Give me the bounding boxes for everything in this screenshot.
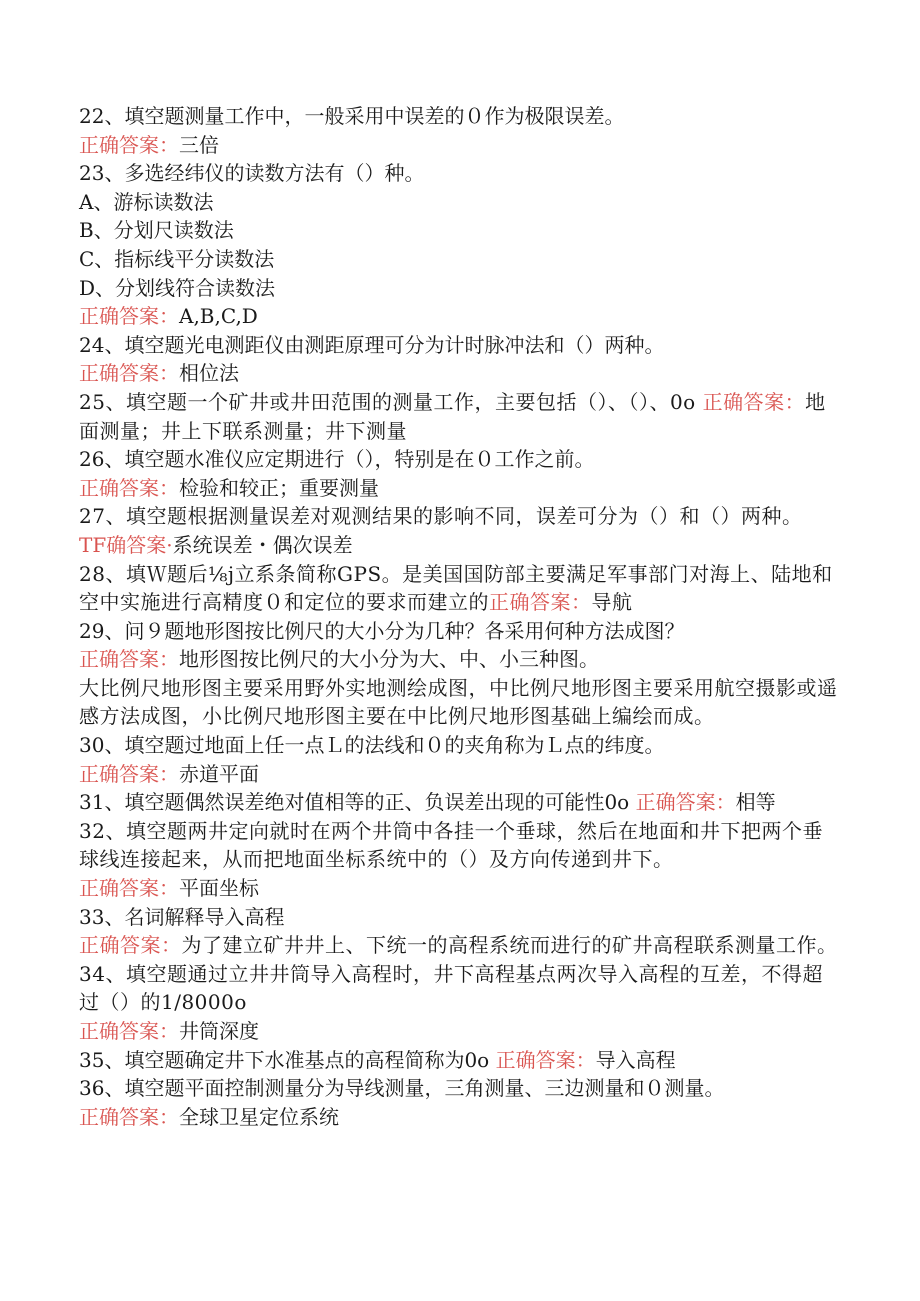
answer-label: 正确答案： bbox=[79, 876, 179, 901]
question-34: 34、填空题通过立井井筒导入高程时，井下高程基点两次导入高程的互差，不得超过（）的1/8000o bbox=[79, 961, 823, 1015]
question-26: 26、填空题水准仪应定期进行（），特别是在０工作之前。 bbox=[79, 447, 595, 472]
answer-text: 相位法 bbox=[179, 361, 239, 386]
question-text: 31、填空题偶然误差绝对值相等的正、负误差出现的可能性0o bbox=[79, 790, 636, 815]
answer-30 bbox=[79, 760, 839, 789]
answer-29 bbox=[79, 645, 839, 674]
answer-26 bbox=[79, 474, 839, 503]
question-30: 30、填空题过地面上任一点Ｌ的法线和０的夹角称为Ｌ点的纬度。 bbox=[79, 733, 665, 758]
answer-36 bbox=[79, 1103, 839, 1132]
answer-label: 正确答案： bbox=[79, 647, 179, 672]
answer-label: 正确答案： bbox=[702, 389, 806, 414]
question-25 bbox=[79, 388, 839, 445]
question-29: 29、问９题地形图按比例尺的大小分为几种？各采用何种方法成图？ bbox=[79, 618, 685, 643]
answer-text: 地面测量；井上下联系测量；井下测量 bbox=[79, 389, 826, 443]
question-28 bbox=[79, 560, 839, 617]
answer-text: 地形图按比例尺的大小分为大、中、小三种图。 bbox=[179, 647, 599, 672]
answer-33 bbox=[79, 931, 839, 960]
question-35 bbox=[79, 1046, 839, 1075]
answer-text: 相等 bbox=[735, 790, 776, 815]
answer-text: 导入高程 bbox=[595, 1047, 676, 1072]
answer-27 bbox=[79, 531, 839, 560]
answer-label: 正确答案： bbox=[635, 790, 736, 815]
answer-label: 正确答案： bbox=[79, 933, 182, 958]
answer-34 bbox=[79, 1017, 839, 1046]
answer-label: 正确答案： bbox=[79, 361, 179, 386]
answer-label: 正确答案： bbox=[489, 590, 592, 615]
answer-24 bbox=[79, 359, 839, 388]
answer-23 bbox=[79, 302, 839, 331]
question-33: 33、名词解释导入高程 bbox=[79, 904, 285, 929]
question-36: 36、填空题平面控制测量分为导线测量，三角测量、三边测量和０测量。 bbox=[79, 1076, 725, 1101]
answer-label: 正确答案： bbox=[79, 761, 179, 786]
answer-text: 导航 bbox=[591, 590, 633, 615]
answer-label: 正确答案： bbox=[79, 1104, 179, 1129]
question-32: 32、填空题两井定向就时在两个井筒中各挂一个垂球，然后在地面和井下把两个垂球线连接起来，从而把地面坐标系统中的（）及方向传递到井下。 bbox=[79, 818, 823, 872]
answer-text: 赤道平面 bbox=[179, 761, 259, 786]
question-24: 24、填空题光电测距仪由测距原理可分为计时脉冲法和（）两种。 bbox=[79, 332, 665, 357]
option-b: B、分划尺读数法 bbox=[79, 218, 234, 243]
question-text: 35、填空题确定井下水准基点的高程简称为0o bbox=[79, 1047, 496, 1072]
answer-label: 正确答案： bbox=[79, 1019, 179, 1043]
document-page bbox=[79, 102, 839, 1131]
answer-text: 平面坐标 bbox=[179, 876, 259, 901]
question-31 bbox=[79, 788, 839, 817]
answer-label: 正确答案： bbox=[79, 304, 179, 329]
answer-label: 正确答案： bbox=[79, 475, 179, 500]
answer-label: 正确答案： bbox=[79, 132, 179, 157]
question-23: 23、多选经纬仪的读数方法有（）种。 bbox=[79, 161, 425, 186]
answer-text: 三倍 bbox=[179, 132, 219, 157]
answer-label: 正确答案： bbox=[495, 1047, 596, 1072]
question-text: 28、填Ｗ题后⅛j立系条简称GPS。是美国国防部主要满足军事部门对海上、陆地和空中实施进行高精度０和定位的要求而建立的 bbox=[79, 561, 833, 615]
answer-32 bbox=[79, 874, 839, 903]
question-27: 27、填空题根据测量误差对观测结果的影响不同，误差可分为（）和（）两种。 bbox=[79, 504, 803, 529]
question-22: 22、填空题测量工作中，一般采用中误差的０作为极限误差。 bbox=[79, 104, 625, 128]
answer-text: A,B,C,D bbox=[179, 304, 258, 329]
answer-text: 为了建立矿井井上、下统一的高程系统而进行的矿井高程联系测量工作。 bbox=[181, 933, 838, 958]
answer-text: 检验和较正；重要测量 bbox=[179, 475, 379, 500]
answer-text: 井筒深度 bbox=[179, 1019, 259, 1043]
option-c: C、指标线平分读数法 bbox=[79, 246, 275, 271]
option-a: A、游标读数法 bbox=[79, 189, 214, 214]
answer-29-detail: 大比例尺地形图主要采用野外实地测绘成图，中比例尺地形图主要采用航空摄影或遥感方法成图，小比例尺地形图主要在中比例尺地形图基础上编绘而成。 bbox=[79, 675, 838, 729]
answer-label: TF确答案· bbox=[79, 532, 173, 557]
answer-text: 全球卫星定位系统 bbox=[179, 1104, 339, 1129]
answer-text: 系统误差・偶次误差 bbox=[172, 532, 353, 557]
option-d: D、分划线符合读数法 bbox=[79, 275, 276, 300]
question-text: 25、填空题一个矿井或井田范围的测量工作，主要包括（）、（）、0o bbox=[79, 389, 703, 414]
answer-22 bbox=[79, 131, 839, 160]
